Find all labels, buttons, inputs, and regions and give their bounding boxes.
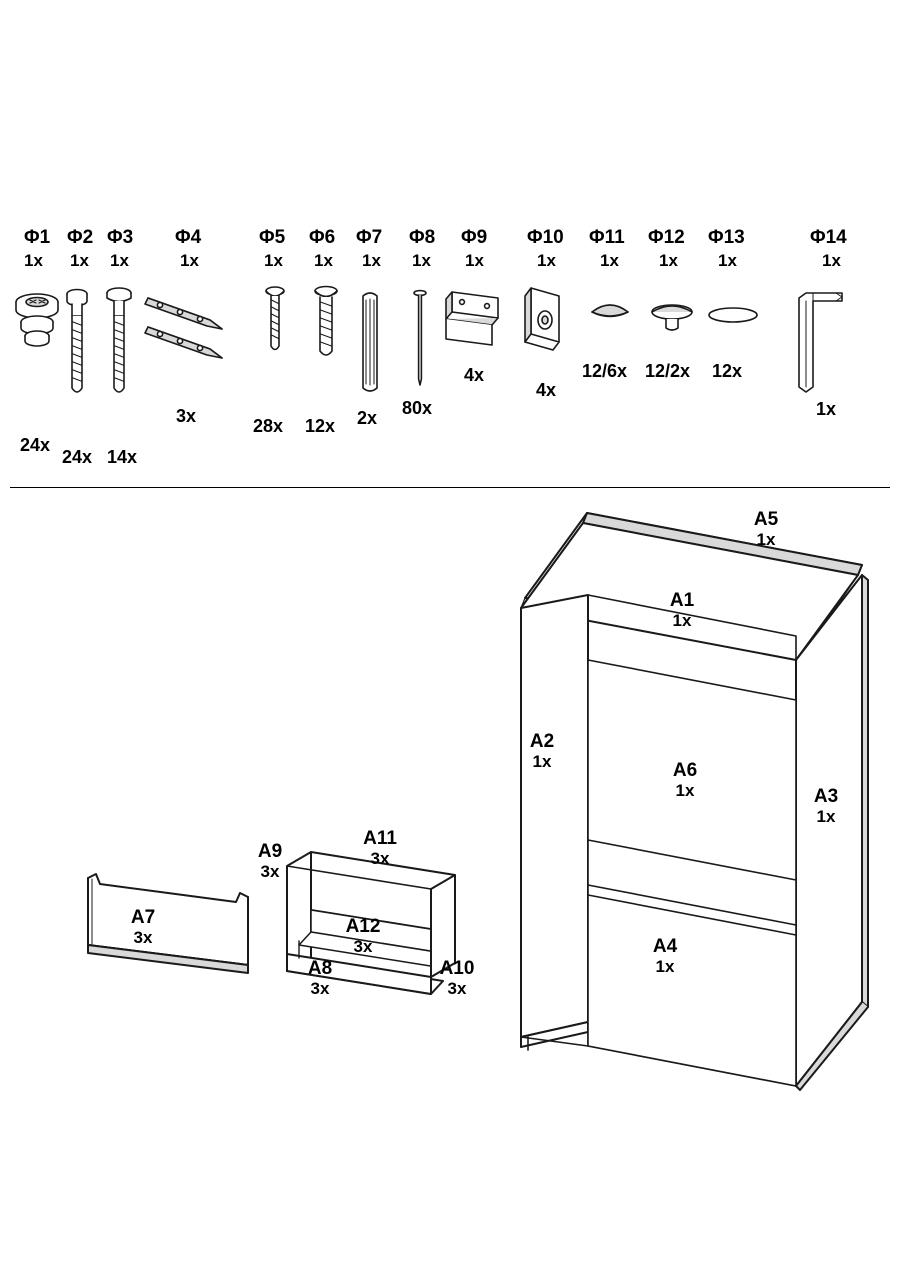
- hardware-count: 80x: [402, 398, 433, 418]
- hardware-qty: 1x: [600, 251, 619, 270]
- panel-qty: 3x: [447, 979, 467, 999]
- panel-label-a2: [512, 731, 572, 771]
- hardware-code: Φ11: [589, 227, 625, 248]
- hardware-qty: 1x: [314, 251, 333, 270]
- hardware-qty: 1x: [110, 251, 129, 270]
- panel-code: A1: [669, 590, 695, 611]
- hardware-code: Φ5: [259, 227, 286, 248]
- panel-qty: 3x: [370, 849, 390, 869]
- panel-label-a10: [426, 958, 488, 998]
- panel-label-a4: [635, 936, 695, 976]
- panel-qty: 1x: [816, 807, 836, 827]
- panel-label-a7: [113, 907, 173, 947]
- panel-qty: 1x: [655, 957, 675, 977]
- hardware-code: Φ4: [175, 227, 202, 248]
- hardware-count: 2x: [357, 408, 378, 428]
- panel-code: A6: [672, 760, 698, 781]
- panel-label-a9: [240, 841, 300, 881]
- hardware-qty: 1x: [412, 251, 431, 270]
- hardware-count: 12x: [712, 361, 743, 381]
- hardware-count: 12/6x: [582, 361, 628, 381]
- hardware-count: 1x: [816, 399, 837, 419]
- hardware-count: 24x: [62, 447, 93, 467]
- hardware-qty: 1x: [822, 251, 841, 270]
- hardware-count: 12x: [305, 416, 336, 436]
- panel-qty: 3x: [353, 937, 373, 957]
- panel-code: A9: [257, 841, 283, 862]
- hardware-count: 4x: [464, 365, 485, 385]
- hardware-code: Φ14: [810, 227, 847, 248]
- panel-code: A2: [529, 731, 555, 752]
- panel-code: A11: [363, 828, 397, 849]
- hardware-count: 14x: [107, 447, 138, 467]
- hardware-qty: 1x: [24, 251, 43, 270]
- panel-qty: 1x: [532, 752, 552, 772]
- hardware-code: Φ2: [67, 227, 94, 248]
- hardware-count: 3x: [176, 406, 197, 426]
- hardware-code: Φ6: [309, 227, 336, 248]
- panel-code: A10: [439, 958, 475, 979]
- panel-label-a1: [652, 590, 712, 630]
- hardware-code: Φ1: [24, 227, 51, 248]
- hardware-qty: 1x: [718, 251, 737, 270]
- panel-label-a3: [796, 786, 856, 826]
- panel-qty: 3x: [260, 862, 280, 882]
- hardware-count: 28x: [253, 416, 284, 436]
- panel-qty: 3x: [310, 979, 330, 999]
- panel-code: A7: [130, 907, 156, 928]
- panel-code: A3: [813, 786, 839, 807]
- hardware-qty: 1x: [180, 251, 199, 270]
- panel-label-a12: [332, 916, 394, 956]
- panel-code: A5: [753, 509, 779, 530]
- panel-code: A12: [345, 916, 381, 937]
- hardware-count: 4x: [536, 380, 557, 400]
- hardware-count: 24x: [20, 435, 51, 455]
- panel-label-a5: [736, 509, 796, 549]
- hardware-qty: 1x: [537, 251, 556, 270]
- hardware-code: Φ9: [461, 227, 488, 248]
- panel-label-a8: [290, 958, 350, 998]
- hardware-qty: 1x: [70, 251, 89, 270]
- hardware-qty: 1x: [362, 251, 381, 270]
- hardware-qty: 1x: [465, 251, 484, 270]
- hardware-code: Φ3: [107, 227, 134, 248]
- hardware-code: Φ12: [648, 227, 685, 248]
- hardware-count: 12/2x: [645, 361, 691, 381]
- panel-qty: 1x: [672, 611, 692, 631]
- hardware-code: Φ8: [409, 227, 436, 248]
- panel-label-a6: [655, 760, 715, 800]
- panel-label-a11: [349, 828, 411, 868]
- panel-code: A8: [307, 958, 333, 979]
- panel-qty: 3x: [133, 928, 153, 948]
- panel-qty: 1x: [756, 530, 776, 550]
- hardware-code: Φ7: [356, 227, 383, 248]
- hardware-code: Φ13: [708, 227, 745, 248]
- panel-qty: 1x: [675, 781, 695, 801]
- hardware-code: Φ10: [527, 227, 564, 248]
- panel-code: A4: [652, 936, 678, 957]
- hardware-qty: 1x: [264, 251, 283, 270]
- hardware-qty: 1x: [659, 251, 678, 270]
